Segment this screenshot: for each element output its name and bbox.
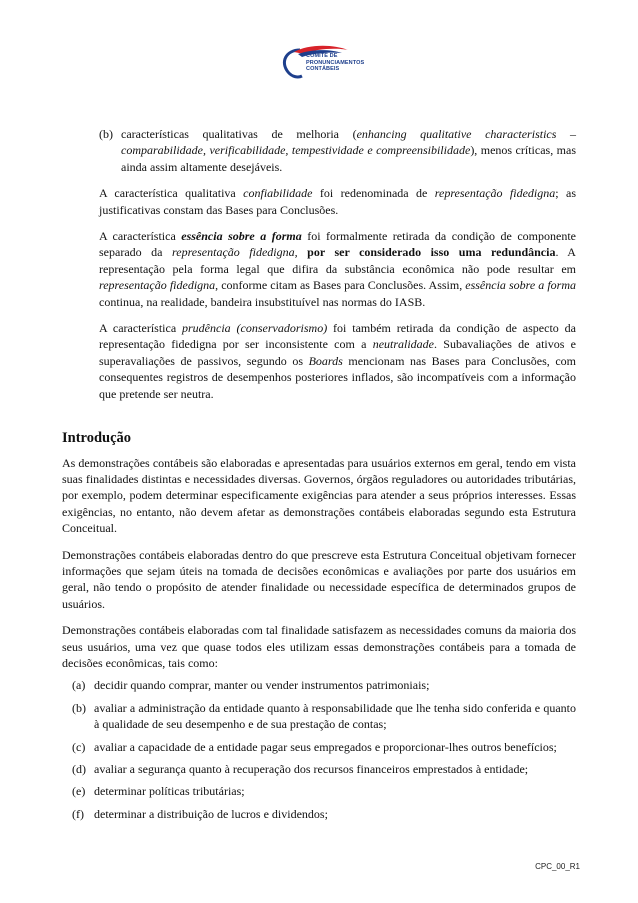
- decision-list: [72, 677, 576, 822]
- italic-run: enhancing qualitative characteristics – comparabilidade, verificabilidade, tempestividade e compreensibilidade: [121, 127, 576, 158]
- text-run: continua, na realidade, bandeira insubstituível nas normas do IASB.: [99, 294, 426, 309]
- bold-italic-run: essência sobre a forma: [181, 229, 302, 244]
- italic-run: representação fidedigna: [99, 278, 216, 293]
- list-item: [72, 739, 576, 755]
- paragraph-prudencia: [99, 320, 576, 402]
- list-text: determinar a distribuição de lucros e dividendos;: [94, 806, 328, 821]
- italic-run: essência sobre a forma: [465, 278, 576, 293]
- text-run: foi formalmente retirada da condição de componente separado da: [99, 229, 576, 260]
- italic-run: confiabilidade: [243, 186, 313, 201]
- text-run: foi redenominada de: [312, 186, 435, 201]
- list-text: avaliar a administração da entidade quanto à responsabilidade que lhe tenha sido conferida e quanto à qualidade de seu desempenho e de sua prestação de contas;: [94, 700, 576, 732]
- italic-run: Boards: [308, 353, 343, 368]
- list-label: (b): [72, 700, 86, 715]
- list-text: decidir quando comprar, manter ou vender instrumentos patrimoniais;: [94, 678, 430, 693]
- paragraph-confiabilidade: [99, 185, 576, 218]
- logo-line-3: CONTÁBEIS: [306, 66, 340, 72]
- logo-text: [306, 53, 364, 73]
- list-item: [72, 761, 576, 777]
- text-run: ; as justificativas constam das Bases para Conclusões.: [99, 186, 577, 217]
- intro-paragraph-1: As demonstrações contábeis são elaboradas e apresentadas para usuários externos em geral, tendo em vista suas finalidades distintas e necessidades diversas. Governos, órgãos reguladores ou autoridades tributárias, por exemplo, podem determinar especificamente exigências para atender a seus próprios interesses. Essas exigências, no entanto, não devem afetar as demonstrações contábeis elaboradas segundo esta Estrutura Conceitual.: [62, 455, 576, 536]
- list-text: avaliar a segurança quanto à recuperação dos recursos financeiros emprestados à entidade;: [94, 762, 529, 776]
- text-run: . Subavaliações de ativos e superavaliações de passivos, segundo os: [99, 337, 576, 368]
- list-label: (b): [99, 127, 113, 141]
- bold-run: por ser considerado isso uma redundância: [297, 245, 556, 260]
- list-item: [72, 700, 576, 733]
- section-heading: Introdução: [62, 430, 132, 447]
- italic-run: neutralidade: [372, 337, 435, 352]
- text-run: A característica qualitativa: [99, 186, 244, 201]
- text-run: A característica: [99, 229, 182, 244]
- text-run: A característica: [99, 321, 183, 336]
- list-item: [72, 783, 576, 799]
- intro-paragraph-3: Demonstrações contábeis elaboradas com tal finalidade satisfazem as necessidades comuns da maioria dos seus usuários, uma vez que quase todos eles utilizam essas demonstrações contábeis para a tomada de decisões econômicas, tais como:: [62, 623, 576, 670]
- top-section: [99, 126, 576, 402]
- list-label: (d): [72, 762, 86, 776]
- list-text: [121, 126, 576, 175]
- list-item: [72, 677, 576, 693]
- list-text: determinar políticas tributárias;: [94, 784, 245, 799]
- page-content: [62, 126, 576, 828]
- list-label: (c): [72, 739, 86, 754]
- list-text: avaliar a capacidade de a entidade pagar seus empregados e proporcionar-lhes outros benefícios;: [94, 739, 557, 754]
- text-run: mencionam nas Bases para Conclusões, com consequentes registros de desempenhos posteriores inflados, são incompatíveis com a informação que pretende ser neutra.: [99, 353, 576, 401]
- list-label: (f): [72, 806, 84, 821]
- paragraph-essencia: [99, 228, 576, 310]
- italic-run: representação fidedigna: [434, 186, 556, 201]
- cpc-logo: [278, 40, 368, 92]
- text-run: foi também retirada da condição de aspecto da representação fidedigna por ser inconsistente com a: [99, 321, 576, 352]
- logo-line-2: PRONUNCIAMENTOS: [306, 59, 365, 66]
- list-label: (a): [72, 678, 86, 693]
- italic-run: prudência (conservadorismo): [182, 321, 328, 336]
- italic-run: representação fidedigna,: [172, 245, 298, 260]
- text-run: , conforme citam as Bases para Conclusões. Assim,: [215, 278, 466, 293]
- intro-paragraph-2: Demonstrações contábeis elaboradas dentro do que prescreve esta Estrutura Conceitual objetivam fornecer informações que sejam úteis na tomada de decisões econômicas e avaliações por parte dos usuários em geral, não tendo o propósito de atender finalidade ou necessidade específica de determinados grupos de usuários.: [62, 547, 576, 611]
- list-label: (e): [72, 784, 86, 799]
- list-item-b: [99, 126, 576, 175]
- text-run: ), menos críticas, mas ainda assim altamente desejáveis.: [121, 143, 576, 174]
- list-item: [72, 806, 576, 822]
- text-run: . A representação pela forma legal que difira da substância econômica não pode resultar em: [99, 245, 576, 276]
- logo-line-1: COMITÊ DE: [306, 53, 338, 59]
- text-run: características qualitativas de melhoria (: [121, 127, 357, 141]
- page-footer-code: CPC_00_R1: [535, 862, 580, 871]
